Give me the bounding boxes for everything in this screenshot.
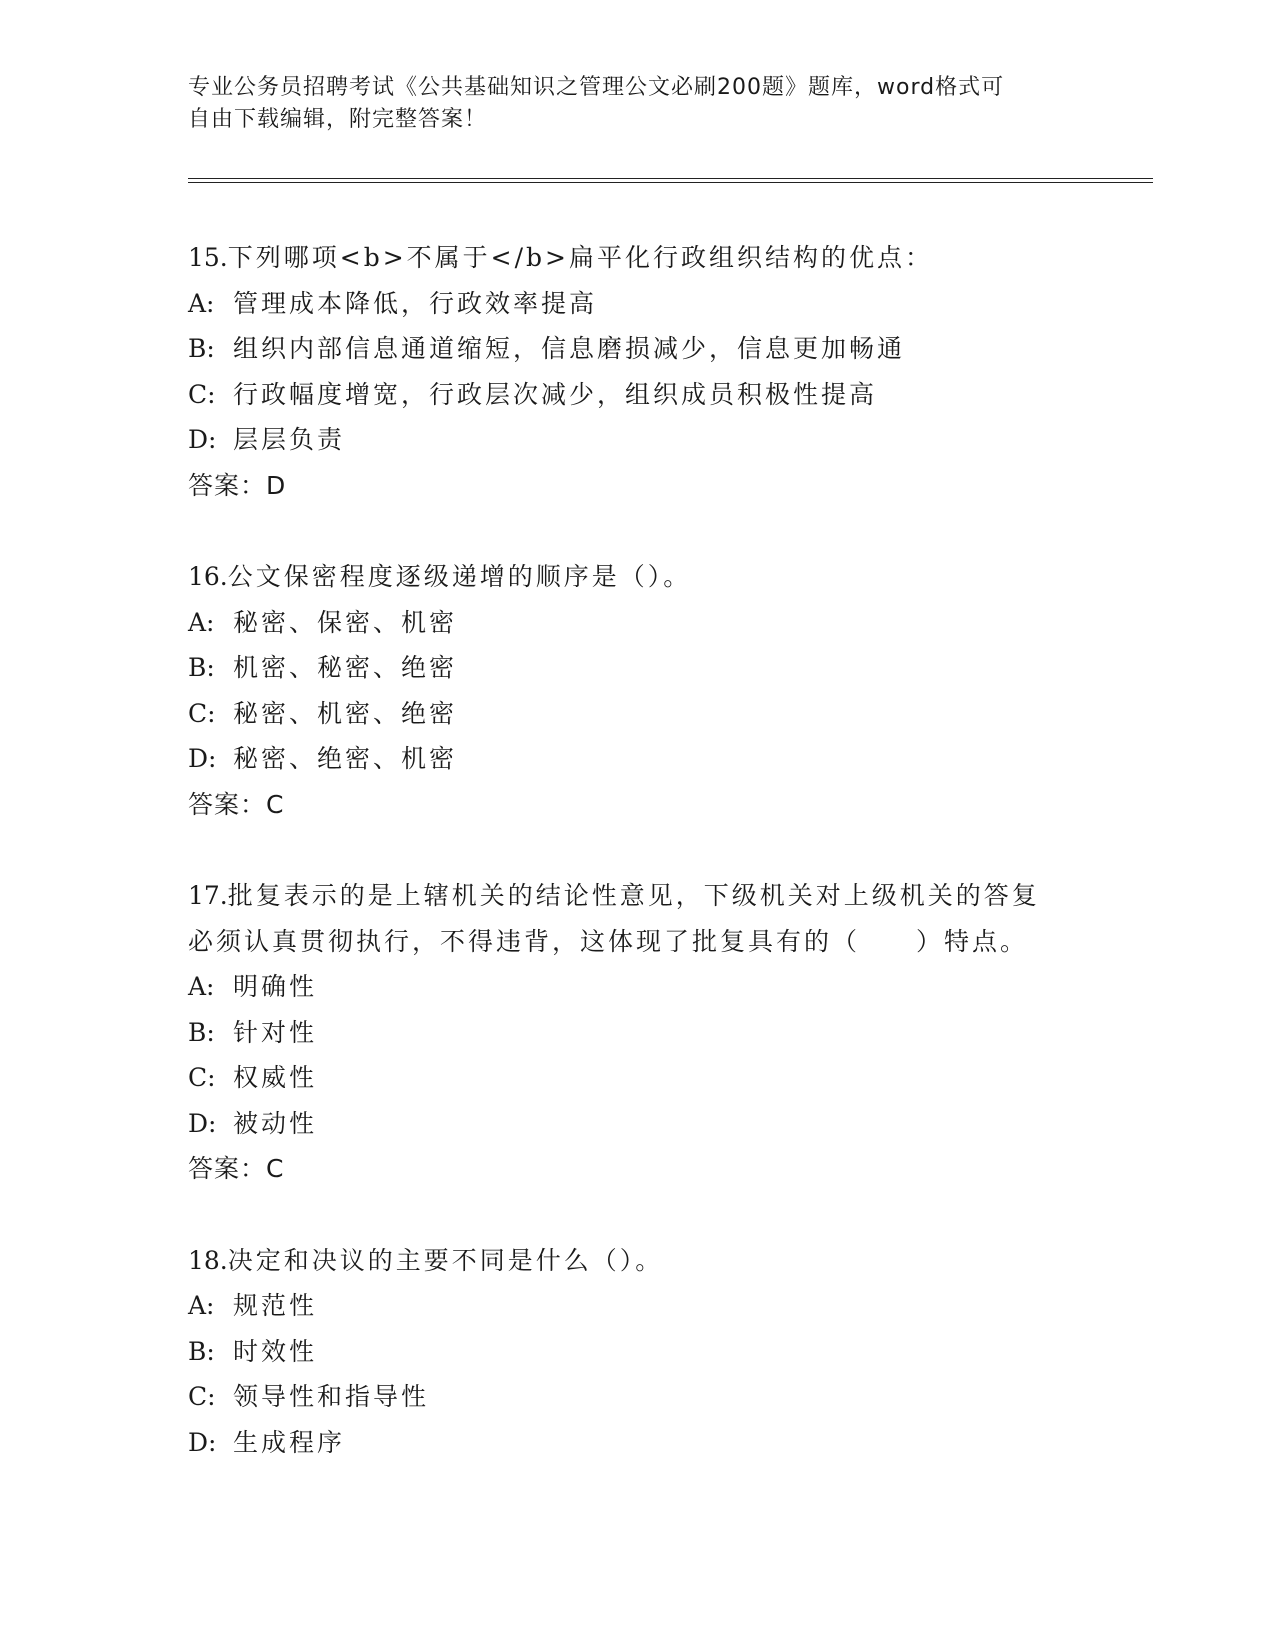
option-text: 管理成本降低，行政效率提高 bbox=[233, 288, 598, 318]
question-list bbox=[188, 235, 1118, 1511]
header-line-1: 专业公务员招聘考试《公共基础知识之管理公文必刷200题》题库，word格式可 bbox=[188, 75, 1005, 100]
question-text: 下列哪项<b>不属于</b>扁平化行政组织结构的优点： bbox=[227, 243, 933, 272]
option-text: 机密、秘密、绝密 bbox=[233, 653, 458, 682]
question-17 bbox=[188, 873, 1118, 1192]
question-number: 17. bbox=[188, 881, 228, 910]
option-text: 明确性 bbox=[233, 972, 318, 1001]
option-letter: C: bbox=[188, 379, 216, 409]
option-b bbox=[188, 1010, 1118, 1056]
option-text: 规范性 bbox=[233, 1291, 318, 1320]
question-15 bbox=[188, 235, 1118, 508]
answer-line: 答案：C bbox=[188, 1154, 285, 1183]
header-rule-top bbox=[188, 178, 1153, 179]
option-d bbox=[188, 417, 1118, 463]
option-c bbox=[188, 691, 1118, 737]
option-letter: C: bbox=[188, 698, 216, 728]
header-line-2: 自由下载编辑，附完整答案！ bbox=[188, 107, 488, 132]
answer-line: 答案：C bbox=[188, 789, 285, 819]
option-letter: B: bbox=[188, 1336, 215, 1366]
option-letter: D: bbox=[188, 1427, 217, 1457]
answer-line: 答案：D bbox=[188, 470, 287, 500]
option-letter: D: bbox=[188, 1108, 217, 1138]
option-text: 组织内部信息通道缩短，信息磨损减少，信息更加畅通 bbox=[233, 334, 906, 363]
question-number: 18. bbox=[188, 1245, 228, 1275]
option-b bbox=[188, 645, 1118, 691]
option-a bbox=[188, 1283, 1118, 1329]
option-text: 针对性 bbox=[233, 1017, 318, 1047]
option-letter: A: bbox=[188, 1291, 215, 1320]
question-stem bbox=[188, 554, 1118, 600]
option-b bbox=[188, 1329, 1118, 1375]
question-stem bbox=[188, 1238, 1118, 1284]
option-letter: D: bbox=[188, 425, 217, 454]
option-letter: D: bbox=[188, 744, 217, 773]
question-text: 批复表示的是上辖机关的结论性意见，下级机关对上级机关的答复 bbox=[227, 881, 1040, 910]
option-letter: C: bbox=[188, 1382, 216, 1411]
option-c bbox=[188, 1055, 1118, 1101]
question-number: 16. bbox=[188, 562, 228, 591]
option-text: 秘密、绝密、机密 bbox=[233, 744, 458, 773]
option-a bbox=[188, 281, 1118, 327]
question-stem-continued: 必须认真贯彻执行，不得违背，这体现了批复具有的（ ）特点。 bbox=[188, 926, 1029, 956]
document-header bbox=[188, 72, 1088, 136]
option-letter: B: bbox=[188, 653, 215, 682]
option-text: 生成程序 bbox=[233, 1427, 346, 1457]
option-letter: B: bbox=[188, 334, 215, 363]
option-d bbox=[188, 1101, 1118, 1147]
option-text: 权威性 bbox=[233, 1063, 318, 1092]
question-18 bbox=[188, 1238, 1118, 1466]
option-d bbox=[188, 1420, 1118, 1466]
option-text: 秘密、保密、机密 bbox=[233, 607, 458, 637]
option-letter: A: bbox=[188, 972, 215, 1001]
option-text: 秘密、机密、绝密 bbox=[233, 698, 458, 728]
option-text: 被动性 bbox=[233, 1108, 318, 1138]
option-b bbox=[188, 326, 1118, 372]
option-c bbox=[188, 372, 1118, 418]
option-text: 领导性和指导性 bbox=[233, 1382, 430, 1411]
option-text: 行政幅度增宽，行政层次减少，组织成员积极性提高 bbox=[233, 379, 878, 409]
question-stem bbox=[188, 873, 1118, 919]
question-text: 公文保密程度逐级递增的顺序是（）。 bbox=[227, 562, 692, 591]
question-text: 决定和决议的主要不同是什么（）。 bbox=[227, 1245, 664, 1275]
question-number: 15. bbox=[188, 243, 228, 272]
option-text: 层层负责 bbox=[233, 425, 346, 454]
option-c bbox=[188, 1374, 1118, 1420]
header-rule-bottom bbox=[188, 182, 1153, 183]
option-a bbox=[188, 964, 1118, 1010]
option-letter: A: bbox=[188, 607, 215, 637]
option-letter: C: bbox=[188, 1063, 216, 1092]
option-d bbox=[188, 736, 1118, 782]
option-letter: A: bbox=[188, 288, 215, 318]
option-letter: B: bbox=[188, 1017, 215, 1047]
question-stem bbox=[188, 235, 1118, 281]
question-16 bbox=[188, 554, 1118, 827]
option-text: 时效性 bbox=[233, 1336, 318, 1366]
option-a bbox=[188, 600, 1118, 646]
